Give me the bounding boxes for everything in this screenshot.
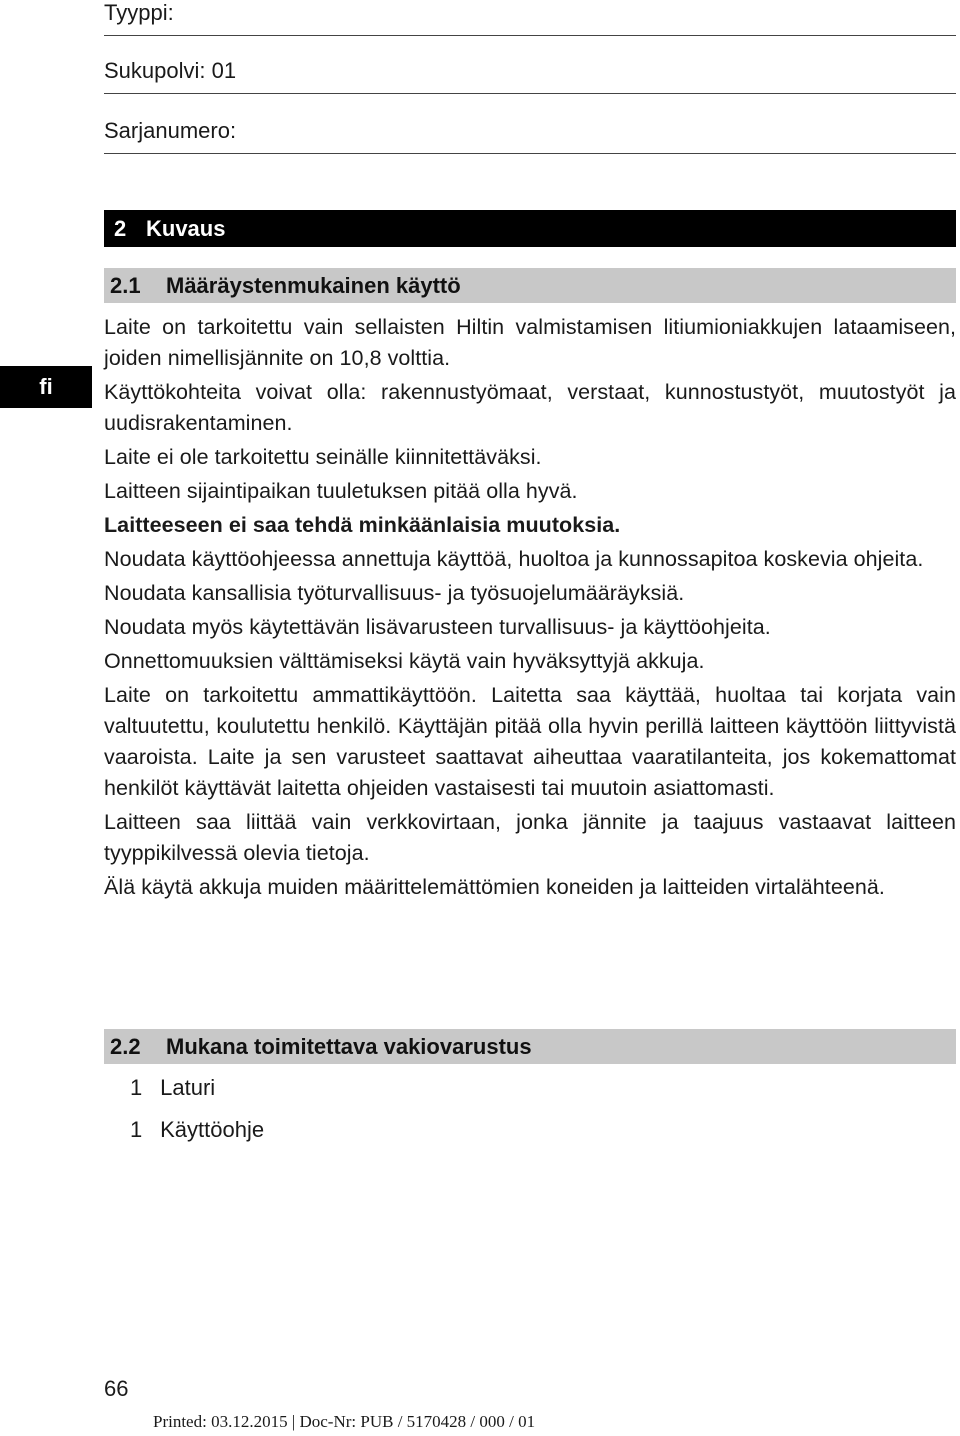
paragraph: Laite ei ole tarkoitettu seinälle kiinnitettäväksi.: [104, 445, 542, 469]
generation-field-rule: [104, 93, 956, 94]
paragraph: Käyttökohteita voivat olla: rakennustyömaat, verstaat, kunnostustyöt, muutostyöt ja uudisrakentaminen.: [104, 380, 956, 435]
section-2-1-body: [104, 312, 956, 906]
item-name: Laturi: [160, 1075, 216, 1100]
item-name: Käyttöohje: [160, 1117, 265, 1142]
type-field-rule: [104, 35, 956, 36]
page-number: 66: [104, 1376, 129, 1401]
section-title: Määräystenmukainen käyttö: [166, 272, 461, 298]
list-item: [130, 1114, 264, 1156]
section-heading-2-2: [104, 1029, 956, 1064]
section-title: Mukana toimitettava vakiovarustus: [166, 1033, 532, 1059]
type-field: Tyyppi:: [104, 0, 174, 25]
print-footer: Printed: 03.12.2015 | Doc-Nr: PUB / 5170428 / 000 / 01: [153, 1412, 536, 1431]
paragraph: Laitteen saa liittää vain verkkovirtaan, jonka jännite ja taajuus vastaavat laitteen tyyppikilvessä olevia tietoja.: [104, 810, 956, 865]
serial-number-field-rule: [104, 153, 956, 154]
delivery-item-list: [130, 1072, 264, 1156]
paragraph-warning: Laitteeseen ei saa tehdä minkäänlaisia muutoksia.: [104, 513, 621, 537]
section-number: 2.2: [110, 1033, 141, 1059]
section-heading-2-1: [104, 268, 956, 303]
chapter-number: 2: [114, 215, 127, 241]
list-item: [130, 1072, 264, 1114]
paragraph: Noudata käyttöohjeessa annettuja käyttöä, huoltoa ja kunnossapitoa koskevia ohjeita.: [104, 547, 924, 571]
section-number: 2.1: [110, 272, 141, 298]
paragraph: Älä käytä akkuja muiden määrittelemättömien koneiden ja laitteiden virtalähteenä.: [104, 875, 885, 899]
serial-number-field: Sarjanumero:: [104, 118, 237, 143]
chapter-title: Kuvaus: [146, 215, 226, 241]
paragraph: Noudata myös käytettävän lisävarusteen turvallisuus- ja käyttöohjeita.: [104, 615, 771, 639]
chapter-heading: [104, 210, 956, 247]
paragraph: Laite on tarkoitettu vain sellaisten Hiltin valmistamisen litiumioniakkujen lataamiseen, joiden nimellisjännite on 10,8 volttia.: [104, 315, 956, 370]
item-quantity: 1: [130, 1075, 143, 1100]
paragraph: Laite on tarkoitettu ammattikäyttöön. Laitetta saa käyttää, huoltaa tai korjata vain valtuutettu, koulutettu henkilö. Käyttäjän pitää olla hyvin perillä laitteen käyttöön liittyvistä vaaroista. Laite ja sen varusteet saattavat aiheuttaa vaaratilanteita, jos kokemattomat henkilöt käyttävät laitetta ohjeiden vastaisesti tai muutoin asiattomasti.: [104, 683, 956, 800]
item-quantity: 1: [130, 1117, 143, 1142]
paragraph: Onnettomuuksien välttämiseksi käytä vain hyväksyttyjä akkuja.: [104, 649, 705, 673]
generation-field: Sukupolvi: 01: [104, 58, 237, 83]
paragraph: Laitteen sijaintipaikan tuuletuksen pitää olla hyvä.: [104, 479, 578, 503]
paragraph: Noudata kansallisia työturvallisuus- ja työsuojelumääräyksiä.: [104, 581, 685, 605]
language-tab: fi: [0, 366, 92, 408]
